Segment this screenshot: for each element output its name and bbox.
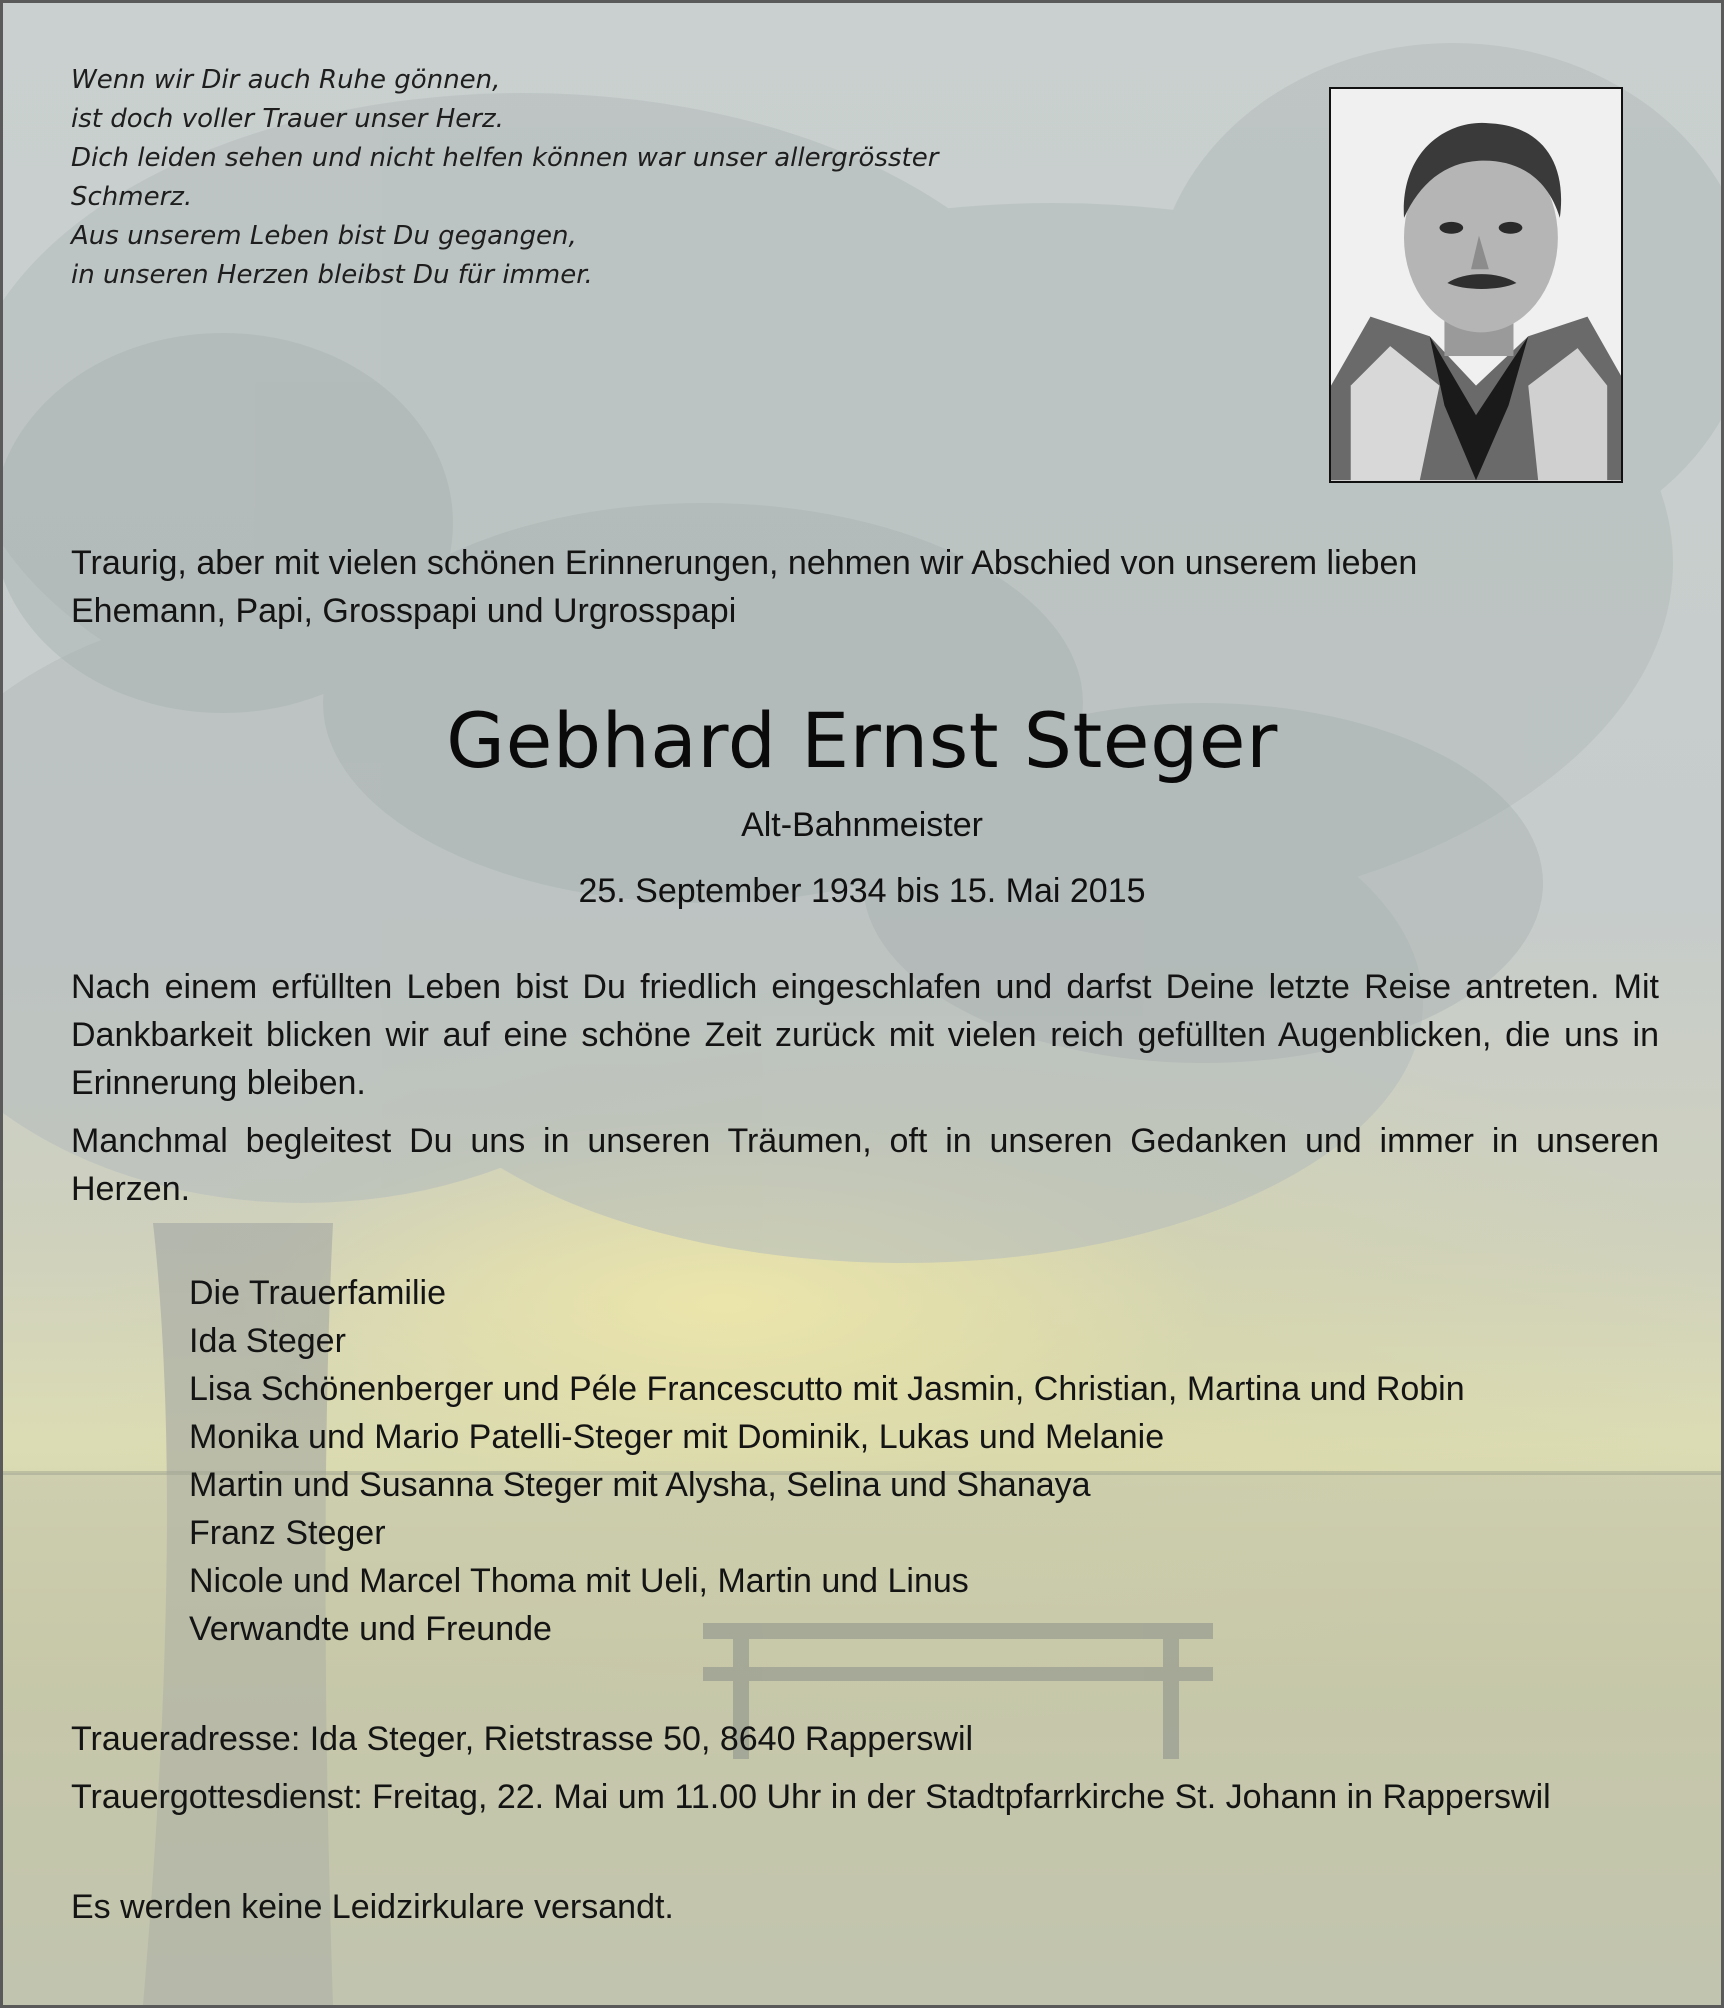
family-line: Ida Steger xyxy=(189,1322,346,1360)
family-line: Martin und Susanna Steger mit Alysha, Selina und Shanaya xyxy=(189,1466,1091,1504)
mourning-address: Traueradresse: Ida Steger, Rietstrasse 50, 8640 Rapperswil xyxy=(71,1720,974,1758)
family-line: Lisa Schönenberger und Péle Francescutto mit Jasmin, Christian, Martina und Robin xyxy=(189,1370,1465,1408)
family-line: Franz Steger xyxy=(189,1514,386,1552)
family-line: Nicole und Marcel Thoma mit Ueli, Martin und Linus xyxy=(189,1562,969,1600)
family-line: Die Trauerfamilie xyxy=(189,1274,446,1312)
poem-line: Dich leiden sehen und nicht helfen können war unser allergrösster xyxy=(71,143,939,173)
intro-line: Ehemann, Papi, Grosspapi und Urgrosspapi xyxy=(71,592,737,630)
funeral-service: Trauergottesdienst: Freitag, 22. Mai um 11.00 Uhr in der Stadtpfarrkirche St. Johann in Rapperswil xyxy=(71,1778,1551,1816)
mourning-family-list xyxy=(189,1269,1669,1653)
poem-line: ist doch voller Trauer unser Herz. xyxy=(71,104,504,134)
portrait-icon xyxy=(1331,89,1621,481)
poem-line: Wenn wir Dir auch Ruhe gönnen, xyxy=(71,65,501,95)
poem-line: Aus unserem Leben bist Du gegangen, xyxy=(71,221,577,251)
deceased-occupation: Alt-Bahnmeister xyxy=(741,806,983,844)
intro-text xyxy=(71,539,1659,635)
remembrance-paragraph: Manchmal begleitest Du uns in unseren Träumen, oft in unseren Gedanken und immer in unseren Herzen. xyxy=(71,1122,1659,1208)
family-line: Verwandte und Freunde xyxy=(189,1610,552,1648)
deceased-name: Gebhard Ernst Steger xyxy=(446,696,1278,785)
poem xyxy=(71,61,1051,295)
intro-line: Traurig, aber mit vielen schönen Erinnerungen, nehmen wir Abschied von unserem lieben xyxy=(71,544,1418,582)
portrait-photo xyxy=(1329,87,1623,483)
poem-line: in unseren Herzen bleibst Du für immer. xyxy=(71,260,593,290)
poem-line: Schmerz. xyxy=(71,182,193,212)
life-dates: 25. September 1934 bis 15. Mai 2015 xyxy=(578,872,1146,910)
farewell-paragraph: Nach einem erfüllten Leben bist Du friedlich eingeschlafen und darfst Deine letzte Reise antreten. Mit Dankbarkeit blicken wir auf eine schöne Zeit zurück mit vielen reich gefüllten Augenblicken, die uns in Erinnerung bleiben. xyxy=(71,968,1659,1102)
no-circulars-note: Es werden keine Leidzirkulare versandt. xyxy=(71,1888,674,1926)
family-line: Monika und Mario Patelli-Steger mit Dominik, Lukas und Melanie xyxy=(189,1418,1165,1456)
